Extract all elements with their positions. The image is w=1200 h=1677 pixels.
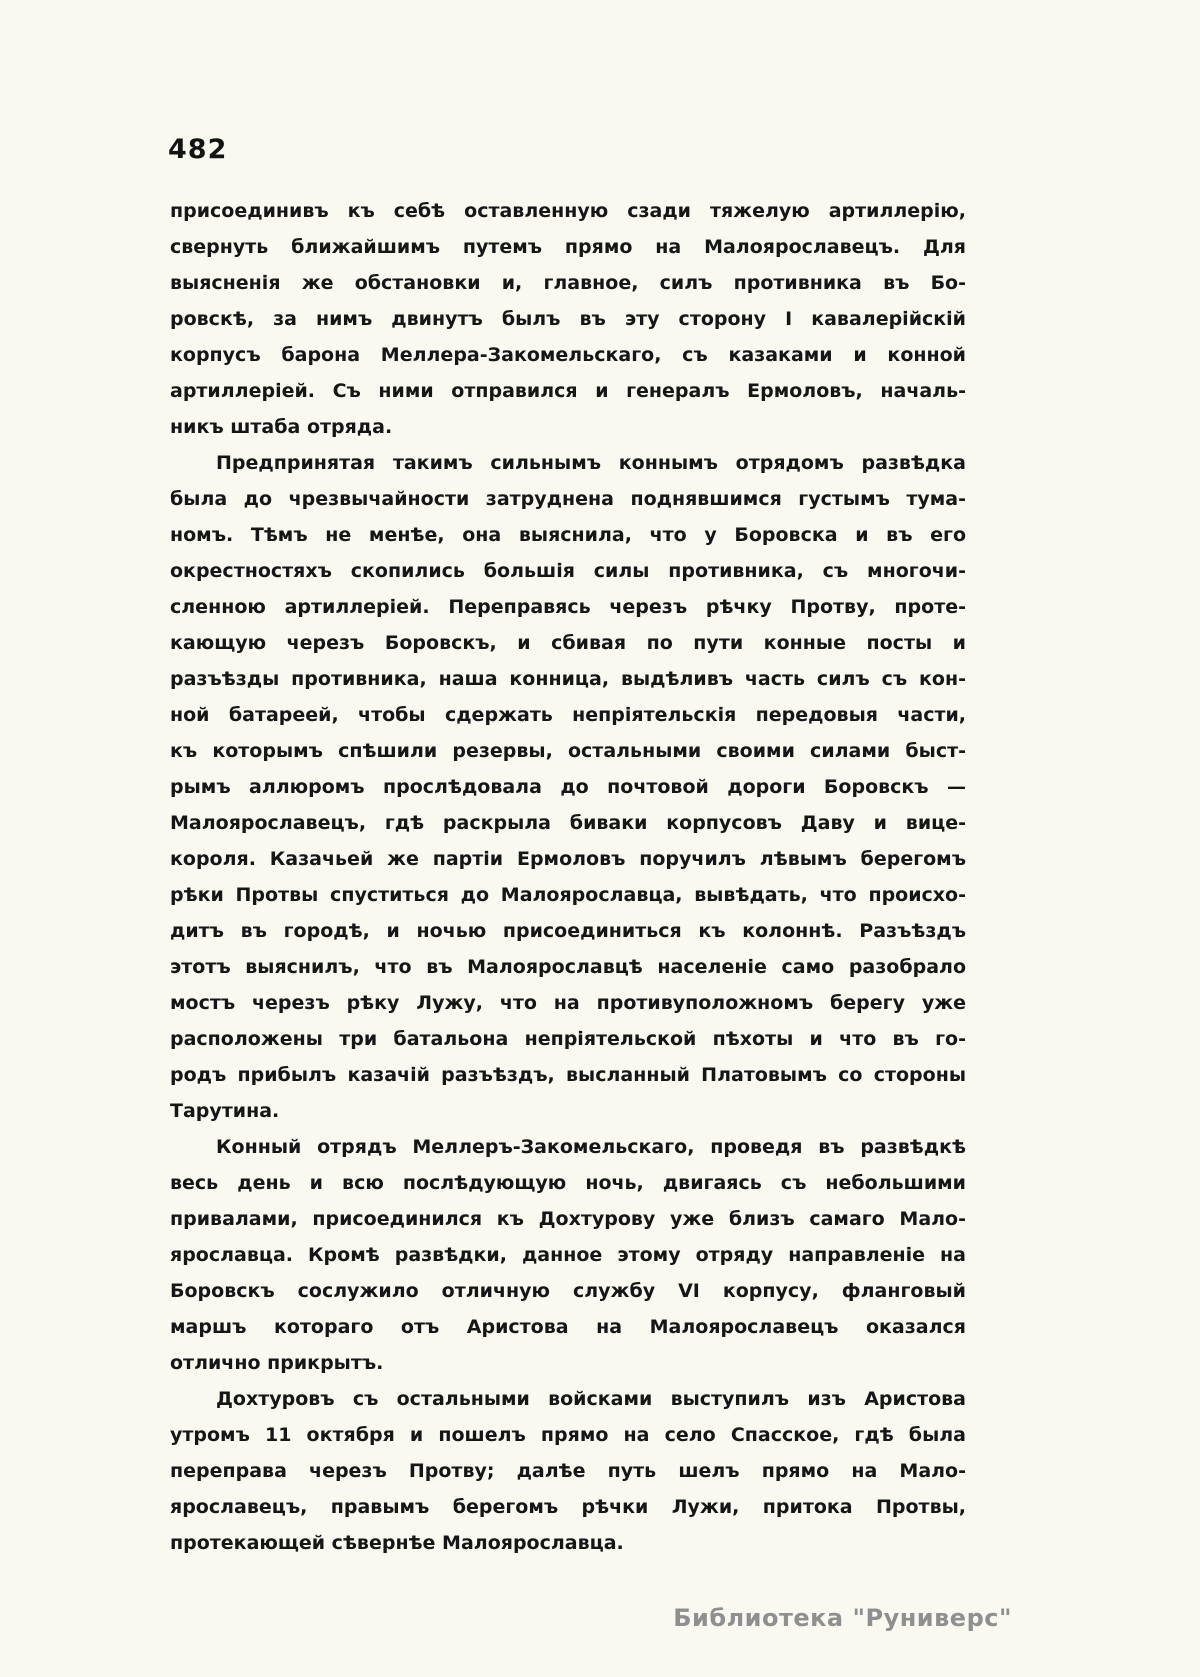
text-line: рѣки Протвы спуститься до Малоярославца, вывѣдать, что происхо- [170,884,966,906]
text-line: корпусъ барона Меллера-Закомельскаго, съ казаками и конной [170,344,966,366]
text-line: привалами, присоединился къ Дохтурову уже близъ самаго Мало- [170,1208,966,1230]
paragraph [170,193,966,445]
text-line: выясненія же обстановки и, главное, силъ противника въ Бо- [170,272,966,294]
text-line: отлично прикрытъ. [170,1352,384,1374]
paragraph [170,1129,966,1381]
text-line: весь день и всю послѣдующую ночь, двигаясь съ небольшими [170,1172,966,1194]
text-line: никъ штаба отряда. [170,416,393,438]
text-line: утромъ 11 октября и пошелъ прямо на село Спасское, гдѣ была [170,1424,966,1446]
text-line: родъ прибылъ казачій разъѣздъ, высланный Платовымъ со стороны [170,1064,966,1086]
paragraph [170,1381,966,1561]
text-line: Боровскъ сослужило отличную службу VI корпусу, фланговый [170,1280,966,1302]
text-line: протекающей сѣвернѣе Малоярославца. [170,1532,624,1554]
text-line: свернуть ближайшимъ путемъ прямо на Малоярославецъ. Для [170,236,966,258]
text-line: этотъ выяснилъ, что въ Малоярославцѣ населеніе само разобрало [170,956,966,978]
text-line: Малоярославецъ, гдѣ раскрыла биваки корпусовъ Даву и вице- [170,812,966,834]
page-number: 482 [168,134,228,165]
text-line: ровскѣ, за нимъ двинутъ былъ въ эту сторону I кавалерійскій [170,308,966,330]
text-line: рымъ аллюромъ прослѣдовала до почтовой дороги Боровскъ — [170,776,966,798]
text-line: разъѣзды противника, наша конница, выдѣливъ часть силъ съ кон- [170,668,966,690]
text-line: сленною артиллеріей. Переправясь черезъ рѣчку Протву, проте- [170,596,966,618]
text-line: Конный отрядъ Меллеръ-Закомельскаго, проведя въ развѣдкѣ [216,1136,966,1158]
text-line: ярославецъ, правымъ берегомъ рѣчки Лужи, притока Протвы, [170,1496,966,1518]
paragraph [170,445,966,1129]
text-line: короля. Казачьей же партіи Ермоловъ поручилъ лѣвымъ берегомъ [170,848,966,870]
text-line: расположены три батальона непріятельской пѣхоты и что въ го- [170,1028,966,1050]
text-line: номъ. Тѣмъ не менѣе, она выяснила, что у Боровска и въ его [170,524,966,546]
text-line: была до чрезвычайности затруднена поднявшимся густымъ тума- [170,488,966,510]
text-line: Тарутина. [170,1100,280,1122]
text-line: ярославца. Кромѣ развѣдки, данное этому отряду направленіе на [170,1244,966,1266]
text-line: кающую черезъ Боровскъ, и сбивая по пути конные посты и [170,632,966,654]
text-line: переправа черезъ Протву; далѣе путь шелъ прямо на Мало- [170,1460,966,1482]
text-line: дитъ въ городѣ, и ночью присоединиться къ колоннѣ. Разъѣздъ [170,920,966,942]
text-line: маршъ котораго отъ Аристова на Малоярославецъ оказался [170,1316,966,1338]
text-line: къ которымъ спѣшили резервы, остальными своими силами быст- [170,740,966,762]
watermark: Библиотека "Руниверс" [673,1604,1012,1632]
text-line: Дохтуровъ съ остальными войсками выступилъ изъ Аристова [216,1388,966,1410]
text-block [170,193,966,1561]
text-line: присоединивъ къ себѣ оставленную сзади тяжелую артиллерію, [170,200,966,222]
text-line: Предпринятая такимъ сильнымъ коннымъ отрядомъ развѣдка [216,452,966,474]
text-line: ной батареей, чтобы сдержать непріятельскія передовыя части, [170,704,966,726]
text-line: артиллеріей. Съ ними отправился и генералъ Ермоловъ, началь- [170,380,966,402]
text-line: мостъ черезъ рѣку Лужу, что на противуположномъ берегу уже [170,992,966,1014]
text-line: окрестностяхъ скопились большія силы противника, съ многочи- [170,560,966,582]
